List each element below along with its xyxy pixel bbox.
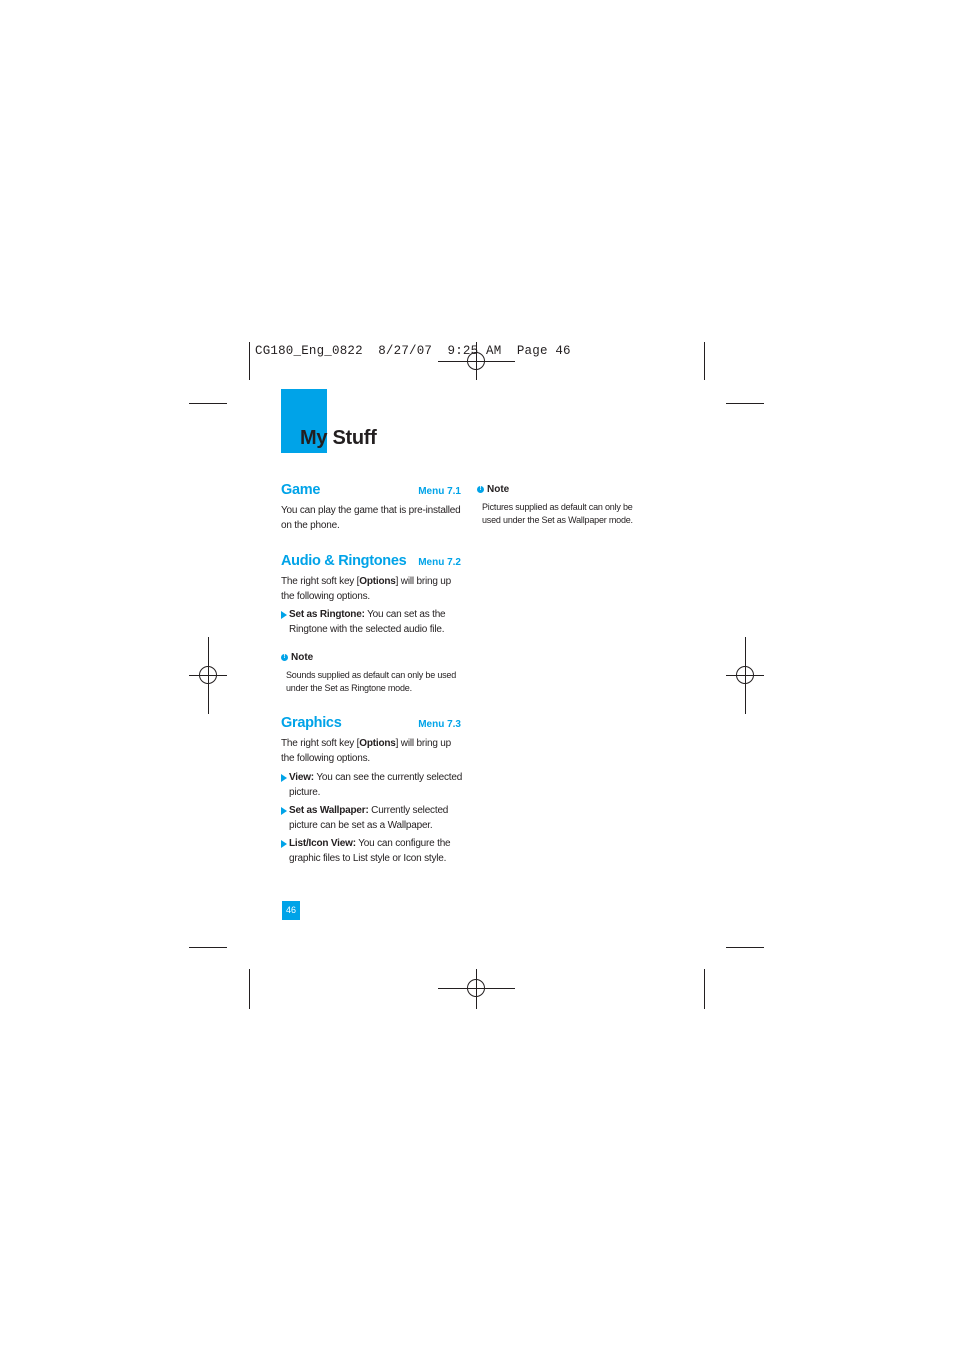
note-heading: ! Note [281,652,313,663]
crop-mark [189,947,227,948]
bullet-set-as-ringtone: Set as Ringtone: You can set as the Ringtone with the selected audio file. [281,608,466,637]
note-heading-right: ! Note [477,484,509,495]
info-icon: ! [477,486,484,493]
registration-circle [736,666,754,684]
registration-circle [467,979,485,997]
crop-mark [704,342,705,380]
registration-circle [199,666,217,684]
game-description: You can play the game that is pre-installed on the phone. [281,505,461,531]
menu-number-graphics: Menu 7.3 [418,719,461,730]
bullet-set-as-wallpaper: Set as Wallpaper: Currently selected picture can be set as a Wallpaper. [281,804,466,833]
crop-mark [249,342,250,380]
graphics-note-text: Pictures supplied as default can only be used under the Set as Wallpaper mode. [482,502,633,525]
menu-number-audio: Menu 7.2 [418,557,461,568]
bullet-arrow-icon [281,774,287,782]
audio-description: The right soft key [Options] will bring up the following options. [281,576,452,602]
section-title-audio: Audio & Ringtones [281,553,407,569]
print-slug: CG180_Eng_0822 8/27/07 9:25 AM Page 46 [255,344,571,358]
crop-mark [249,969,250,1009]
bullet-arrow-icon [281,807,287,815]
section-title-game: Game [281,482,321,498]
page-title: My Stuff [300,427,377,449]
graphics-description: The right soft key [Options] will bring up the following options. [281,738,452,764]
crop-mark [726,403,764,404]
bullet-arrow-icon [281,611,287,619]
audio-note-text: Sounds supplied as default can only be used under the Set as Ringtone mode. [286,670,457,693]
menu-number-game: Menu 7.1 [418,486,461,497]
info-icon: ! [281,654,288,661]
bullet-view: View: You can see the currently selected picture. [281,771,466,800]
page-number: 46 [282,901,300,920]
crop-mark [189,403,227,404]
section-title-graphics: Graphics [281,715,342,731]
bullet-arrow-icon [281,840,287,848]
bullet-list-icon-view: List/Icon View: You can configure the graphic files to List style or Icon style. [281,837,466,866]
crop-mark [726,947,764,948]
crop-mark [704,969,705,1009]
